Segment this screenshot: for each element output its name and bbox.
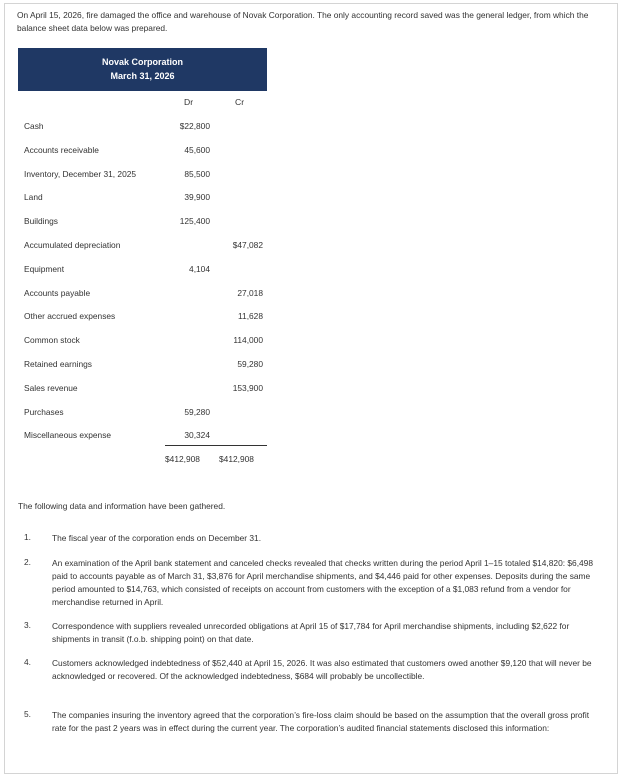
- ledger-row-label: Purchases: [24, 406, 64, 417]
- info-item-text: The fiscal year of the corporation ends on December 31.: [52, 533, 262, 543]
- ledger-row-label: Accounts payable: [24, 287, 91, 298]
- info-item-number: 3.: [24, 620, 31, 630]
- gathered-text: The following data and information have been gathered.: [18, 501, 226, 511]
- ledger-row-label: Retained earnings: [24, 359, 92, 369]
- ledger-row-dr: 45,600: [184, 144, 210, 155]
- ledger-row-dr: 125,400: [179, 216, 210, 227]
- ledger-row-label: Accounts receivable: [24, 144, 99, 155]
- ledger-row-label: Equipment: [24, 263, 65, 274]
- ledger-row-label: Cash: [24, 121, 44, 131]
- dr-column-header: Dr: [184, 97, 194, 107]
- ledger-row-dr: 4,104: [189, 263, 210, 274]
- ledger-row-cr: $47,082: [232, 240, 263, 250]
- ledger-row-dr: 39,900: [184, 192, 210, 203]
- info-item-text: Customers acknowledged indebtedness of $52,440 at April 15, 2026. It was also estimated that customers owed another $9,120 that will never be acknowledged or recovered. Of the acknowledged indebtedness, $684 will probably be uncollectible.: [52, 658, 592, 681]
- info-item-number: 1.: [24, 532, 31, 542]
- ledger-row-dr: 59,280: [184, 406, 210, 417]
- ledger-row-label: Land: [24, 192, 43, 203]
- ledger-row-dr: 30,324: [184, 430, 210, 441]
- ledger-row-cr: 27,018: [237, 287, 263, 298]
- total-cr: $412,908: [219, 454, 254, 464]
- total-dr: $412,908: [165, 454, 200, 464]
- ledger-row-dr: 85,500: [184, 168, 210, 179]
- info-item-number: 4.: [24, 657, 31, 667]
- ledger-row-label: Sales revenue: [24, 382, 78, 393]
- ledger-row-label: Common stock: [24, 335, 80, 346]
- ledger-row-label: Buildings: [24, 216, 58, 227]
- statement-date: March 31, 2026: [110, 71, 175, 81]
- info-item-text: The companies insuring the inventory agreed that the corporation’s fire-loss claim should be based on the assumption that the overall gross profit rate for the past 2 years was in effect during the current year. The corporation’s audited financial statements disclosed this information:: [52, 710, 590, 733]
- total-rule: [165, 445, 267, 446]
- info-item-text: Correspondence with suppliers revealed unrecorded obligations at April 15 of $17,784 for April merchandise shipments, including $2,622 for shipments in transit (f.o.b. shipping point) on that date.: [52, 621, 570, 644]
- cr-column-header: Cr: [235, 97, 245, 107]
- info-item-number: 5.: [24, 709, 31, 719]
- ledger-row-label: Other accrued expenses: [24, 311, 116, 322]
- ledger-row-cr: 11,628: [238, 311, 263, 322]
- ledger-row-label: Miscellaneous expense: [24, 430, 112, 441]
- ledger-row-cr: 59,280: [237, 359, 263, 369]
- intro-text: On April 15, 2026, fire damaged the office and warehouse of Novak Corporation. The only accounting record saved was the general ledger, from which the balance sheet data below was prepared.: [17, 10, 589, 33]
- ledger-row-cr: 114,000: [233, 335, 263, 346]
- ledger-row-label: Inventory, December 31, 2025: [24, 168, 137, 179]
- ledger-row-dr: $22,800: [179, 121, 210, 131]
- ledger-row-label: Accumulated depreciation: [24, 240, 121, 250]
- table-header: [18, 48, 267, 91]
- info-item-text: An examination of the April bank statement and canceled checks revealed that checks written during the period April 1–15 totaled $14,820: $6,498 paid to accounts payable as of March 31, $3,876 for April merchandise shipments, and $4,446 paid for other expenses. Deposits during the same period amounted to $14,763, which consisted of receipts on account from customers with the exception of a $1,083 refund from a vendor for merchandise returned in April.: [52, 558, 593, 607]
- company-name: Novak Corporation: [101, 57, 183, 67]
- info-item-number: 2.: [24, 557, 31, 567]
- ledger-row-cr: 153,900: [232, 382, 263, 393]
